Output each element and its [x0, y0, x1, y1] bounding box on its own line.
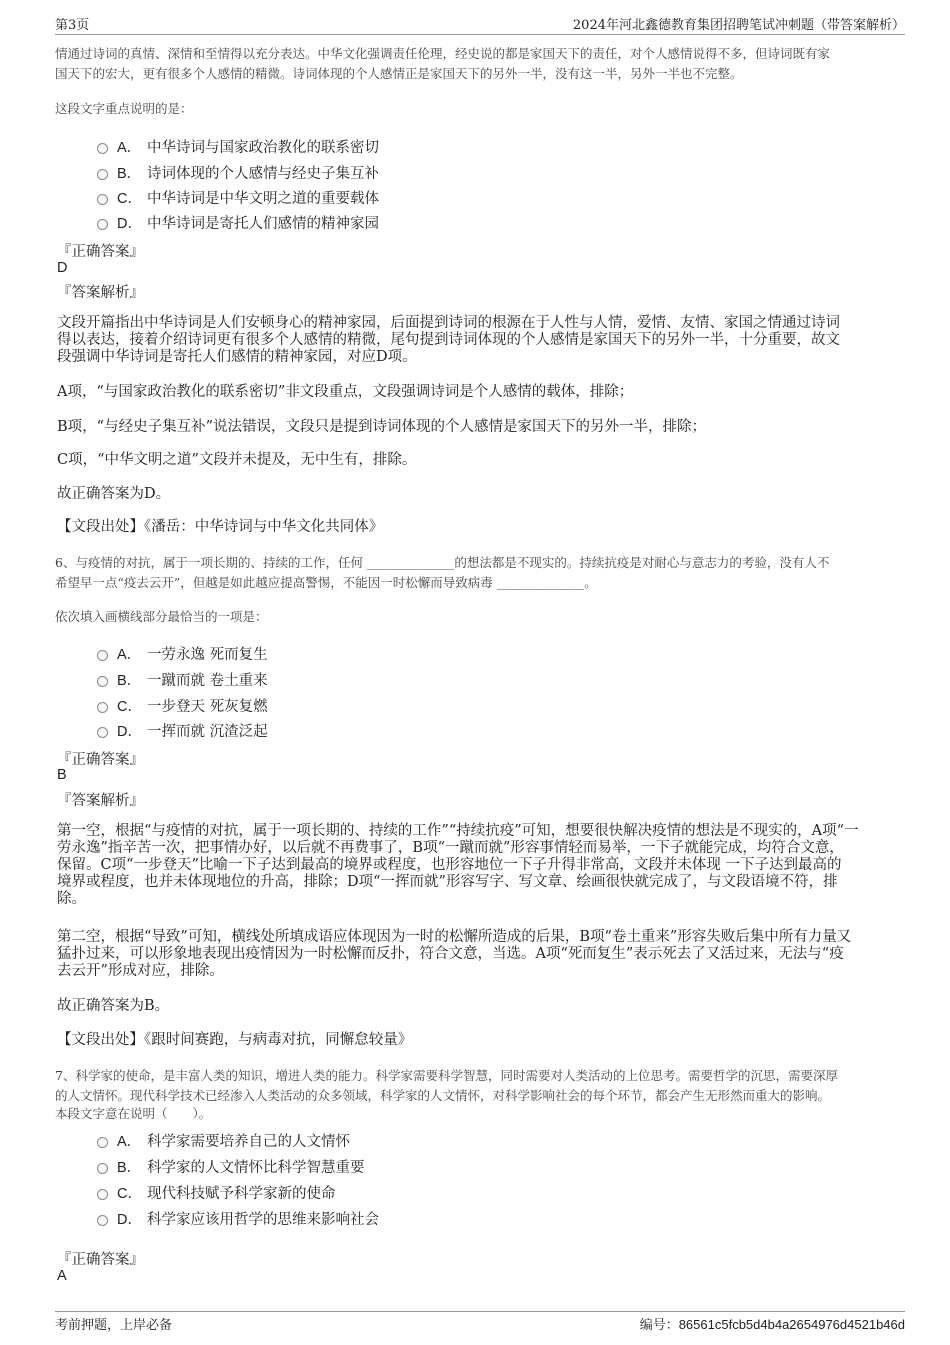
q5-answer-label: 『正确答案』: [57, 244, 144, 260]
q5-analysis: [57, 315, 897, 366]
analysis-line: 段强调中华诗词是寄托人们感情的精神家园，对应D项。: [57, 349, 417, 365]
analysis-line: 第二空，根据“导致”可知，横线处所填成语应体现因为一时的松懈所造成的后果，B项“卷土重来”形容失败后集中所有力量又: [57, 929, 852, 945]
q5-prompt: 这段文字重点说明的是：: [55, 101, 193, 116]
q7-answer: A: [57, 1268, 67, 1284]
radio-icon[interactable]: [97, 143, 108, 154]
radio-icon[interactable]: [97, 727, 108, 738]
analysis-line: 得以表达，接着介绍诗词更有很多个人感情的精微，尾句提到诗词体现的个人感情是家国天下的另外一半，十分重要，故文: [57, 332, 840, 348]
q5-analysis-label: 『答案解析』: [57, 285, 144, 301]
q7-option-b[interactable]: B． 科学家的人文情怀比科学智慧重要: [97, 1156, 365, 1177]
q5-stem-line: 国天下的宏大，更有很多个人感情的精微。诗词体现的个人感情正是家国天下的另外一半，没有这一半，另外一半也不完整。: [55, 66, 743, 81]
document-title: 2024年河北鑫德教育集团招聘笔试冲刺题（带答案解析）: [572, 18, 905, 33]
analysis-line: 去云开”形成对应，排除。: [57, 963, 224, 979]
q6-source: 【文段出处】《跟时间赛跑，与病毒对抗，同懈怠较量》: [57, 1032, 413, 1048]
q5-source: 【文段出处】《潘岳：中华诗词与中华文化共同体》: [57, 519, 384, 535]
q5-option-c-analysis: C项，“中华文明之道”文段并未提及，无中生有，排除。: [57, 452, 417, 468]
q6-option-c[interactable]: C． 一步登天 死灰复燃: [97, 695, 268, 716]
q6-analysis-para2: [57, 929, 907, 980]
q6-analysis-label: 『答案解析』: [57, 793, 144, 809]
analysis-line: 文段开篇指出中华诗词是人们安顿身心的精神家园，后面提到诗词的根源在于人性与人情，爱情、友情、家国之情通过诗词: [57, 315, 840, 331]
q7-option-c[interactable]: C． 现代科技赋予科学家新的使命: [97, 1182, 336, 1203]
q6-prompt: 依次填入画横线部分最恰当的一项是：: [55, 609, 268, 624]
q6-answer-label: 『正确答案』: [57, 752, 144, 768]
radio-icon[interactable]: [97, 702, 108, 713]
q6-answer: B: [57, 767, 67, 783]
q5-option-c[interactable]: C． 中华诗词是中华文明之道的重要载体: [97, 187, 379, 208]
analysis-line: 除。: [57, 891, 86, 907]
q7-stem-line: 的人文情怀。现代科学技术已经渗入人类活动的众多领域，科学家的人文情怀，对科学影响社会的每个环节，都会产生无形然而重大的影响。: [55, 1088, 831, 1103]
q5-option-a[interactable]: A． 中华诗词与国家政治教化的联系密切: [97, 136, 379, 157]
q7-stem: [55, 1066, 838, 1122]
radio-icon[interactable]: [97, 1215, 108, 1226]
radio-icon[interactable]: [97, 650, 108, 661]
page-header: [55, 12, 905, 35]
radio-icon[interactable]: [97, 1189, 108, 1200]
analysis-line: 第一空，根据“与疫情的对抗，属于一项长期的、持续的工作”“持续抗疫”可知，想要很快解决疫情的想法是不现实的，A项“一: [57, 823, 859, 839]
radio-icon[interactable]: [97, 676, 108, 687]
q6-analysis-para1: [57, 823, 907, 908]
analysis-line: 劳永逸”指辛苦一次，把事情办好，以后就不再费事了，B项“一蹴而就”形容事情轻而易举，一下子就能完成，均符合文意，: [57, 840, 844, 856]
q7-answer-label: 『正确答案』: [57, 1252, 144, 1268]
radio-icon[interactable]: [97, 1137, 108, 1148]
q5-stem-line: 情通过诗词的真情、深情和至情得以充分表达。中华文化强调责任伦理，经史说的都是家国天下的责任，对个人感情说得不多，但诗词既有家: [55, 46, 831, 61]
q6-stem: [55, 553, 829, 593]
q7-stem-line: 7、科学家的使命，是丰富人类的知识，增进人类的能力。科学家需要科学智慧，同时需要对人类活动的上位思考。需要哲学的沉思，需要深厚: [55, 1068, 838, 1083]
q6-stem-line: 6、与疫情的对抗，属于一项长期的、持续的工作，任何 ______________的想法都是不现实的。持续抗疫是对耐心与意志力的考验，没有人不: [55, 555, 830, 570]
document-id: 编号：86561c5fcb5d4b4a2654976d4521b46d: [639, 1317, 905, 1332]
q5-option-d[interactable]: D． 中华诗词是寄托人们感情的精神家园: [97, 212, 379, 233]
q6-option-b[interactable]: B． 一蹴而就 卷土重来: [97, 669, 268, 690]
q5-stem: [55, 44, 830, 84]
footer-slogan: 考前押题，上岸必备: [55, 1318, 173, 1333]
q5-answer: D: [57, 260, 68, 276]
q7-stem-line: 本段文字意在说明（ ）。: [55, 1106, 212, 1121]
q5-option-b[interactable]: B． 诗词体现的个人感情与经史子集互补: [97, 162, 379, 183]
q6-conclusion: 故正确答案为B。: [57, 998, 170, 1014]
q5-option-a-analysis: A项，“与国家政治教化的联系密切”非文段重点，文段强调诗词是个人感情的载体，排除；: [57, 384, 634, 400]
q5-option-b-analysis: B项，“与经史子集互补”说法错误，文段只是提到诗词体现的个人感情是家国天下的另外一半，排除；: [57, 419, 706, 435]
q7-option-d[interactable]: D． 科学家应该用哲学的思维来影响社会: [97, 1208, 379, 1229]
q6-option-d[interactable]: D． 一挥而就 沉渣泛起: [97, 720, 268, 741]
radio-icon[interactable]: [97, 194, 108, 205]
page-number: 第3页: [55, 18, 90, 33]
analysis-line: 保留。C项“一步登天”比喻一下子达到最高的境界或程度，也形容地位一下子升得非常高，文段并未体现 一下子达到最高的: [57, 857, 842, 873]
radio-icon[interactable]: [97, 1163, 108, 1174]
q7-option-a[interactable]: A． 科学家需要培养自己的人文情怀: [97, 1130, 350, 1151]
q6-option-a[interactable]: A． 一劳永逸 死而复生: [97, 643, 268, 664]
q6-stem-line: 希望早一点“疫去云开”，但越是如此越应提高警惕，不能因一时松懈而导致病毒 ______________。: [55, 575, 597, 590]
radio-icon[interactable]: [97, 219, 108, 230]
analysis-line: 境界或程度，也并未体现地位的升高，排除；D项“一挥而就”形容写字、写文章、绘画很快就完成了，与文段语境不符，排: [57, 874, 838, 890]
page-footer: [55, 1311, 905, 1334]
radio-icon[interactable]: [97, 169, 108, 180]
q5-conclusion: 故正确答案为D。: [57, 486, 171, 502]
analysis-line: 猛扑过来，可以形象地表现出疫情因为一时松懈而反扑，符合文意，当选。A项“死而复生”表示死去了又活过来，无法与“疫: [57, 946, 844, 962]
